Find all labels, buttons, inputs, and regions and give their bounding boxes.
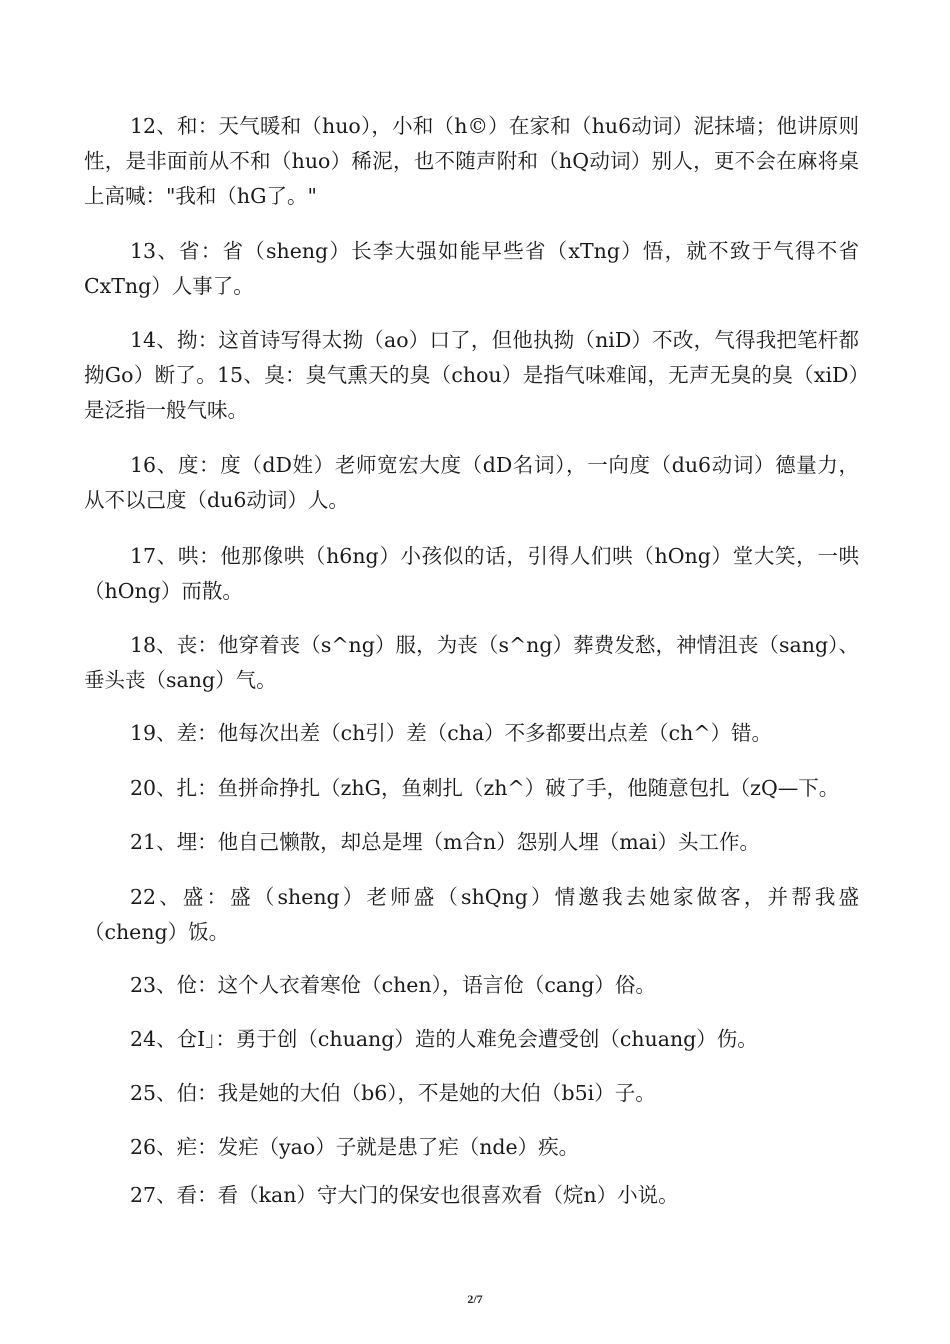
entry-27: 27、看：看（kan）守大门的保安也很喜欢看（烷n）小说。	[130, 1183, 679, 1207]
entry-16: 16、度：度（dD姓）老师宽宏大度（dD名词），一向度（du6动词）德量力，从不以己度（du6动词）人。	[84, 453, 859, 512]
page-number: 2/7	[467, 1292, 483, 1306]
entry-21: 21、埋：他自己懒散，却总是埋（m合n）怨别人埋（mai）头工作。	[130, 830, 760, 854]
entry-23: 23、伧：这个人衣着寒伧（chen），语言伧（cang）俗。	[130, 973, 656, 997]
entry-12: 12、和：天气暖和（huo），小和（h©）在家和（hu6动词）泥抹墙；他讲原则性，是非面前从不和（huo）稀泥，也不随声附和（hQ动词）别人，更不会在麻将桌上高喊："我和（hG了。"	[84, 114, 859, 208]
entry-26: 26、疟：发疟（yao）子就是患了疟（nde）疾。	[130, 1135, 580, 1159]
entry-13: 13、省：省（sheng）长李大强如能早些省（xTng）悟，就不致于气得不省CxTng）人事了。	[84, 239, 859, 298]
entry-22: 22、盛：盛（sheng）老师盛（shQng）情邀我去她家做客，并帮我盛（cheng）饭。	[84, 885, 859, 944]
entry-14-15: 14、拗：这首诗写得太拗（ao）口了，但他执拗（niD）不改，气得我把笔杆都拗Go）断了。15、臭：臭气熏天的臭（chou）是指气味难闻，无声无臭的臭（xiD）是泛指一般气味。	[84, 328, 859, 422]
entry-19: 19、差：他每次出差（ch引）差（cha）不多都要出点差（ch^）错。	[130, 721, 773, 745]
entry-18: 18、丧：他穿着丧（s^ng）服，为丧（s^ng）葬费发愁，神情沮丧（sang）、垂头丧（sang）气。	[84, 633, 859, 692]
entry-24: 24、仓I」：勇于创（chuang）造的人难免会遭受创（chuang）伤。	[130, 1027, 758, 1051]
entry-17: 17、哄：他那像哄（h6ng）小孩似的话，引得人们哄（hOng）堂大笑，一哄（hOng）而散。	[84, 544, 859, 603]
entry-20: 20、扎：鱼拼命挣扎（zhG，鱼刺扎（zh^）破了手，他随意包扎（zQ—下。	[130, 776, 840, 800]
entry-25: 25、伯：我是她的大伯（b6），不是她的大伯（b5i）子。	[130, 1081, 656, 1105]
